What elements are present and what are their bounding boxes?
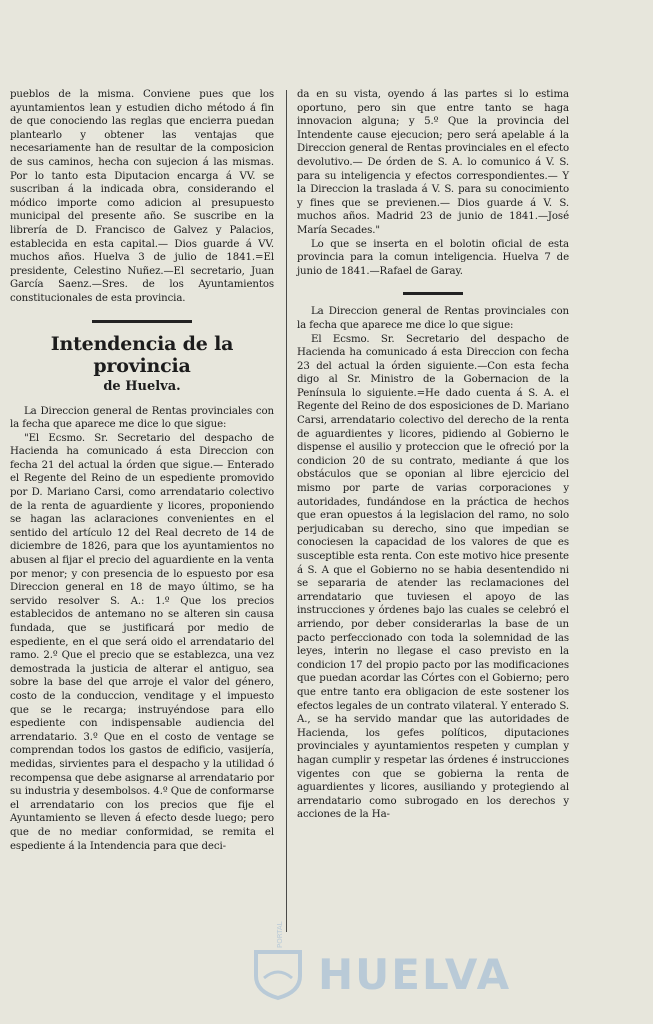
left-paragraph-3: "El Ecsmo. Sr. Secretario del despacho de Hacienda ha comunicado á esta Direccion con fecha 21 del actual la órden que sigue.— Enterado el Regente del Reino de un espediente promovido por D. Mariano Carsi, como arrendatario colectivo de la renta de aguardiente y licores, proponiendo se hagan las aclaraciones convenientes en el sentido del artículo 12 del Real decreto de 14 de diciembre de 1826, para que los ayuntamientos no abusen al fijar el precio del aguardiente en la venta por menor; y con presencia de lo espuesto por esa Direccion general en 18 de mayo último, se ha servido resolver S. A.: 1.º Que los precios establecidos de antemano no se alteren sin causa fundada, que se justificará por medio de espediente, en el que será oido el arrendatario del ramo. 2.º Que el precio que se establezca, una vez demostrada la justicia de alterar el antiguo, sea sobre la base del que arroje el valor del género, costo de la conduccion, venditage y el impuesto que se le recarga; instruyéndose para ello espediente con indispensable audiencia del arrendatario. 3.º Que en el costo de ventage se comprendan todos los gastos de edificio, vasijería, medidas, sirvientes para el despacho y la utilidad ó recompensa que debe asignarse al arrendatario por su industria y desembolsos. 4.º Que de conformarse el arrendatario con los precios que fije el Ayuntamiento se lleven á efecto desde luego; pero que de no mediar conformidad, se remita el espediente á la Intendencia para que deci-: [10, 432, 274, 852]
watermark-side-text: PORTAL: [276, 921, 284, 948]
left-paragraph-2: La Direccion general de Rentas provinciales con la fecha que aparece me dice lo que sigue:: [10, 405, 274, 431]
right-paragraph-4: El Ecsmo. Sr. Secretario del despacho de Hacienda ha comunicado á esta Direccion con fecha 23 del actual la órden siguiente.—Con esta fecha digo al Sr. Ministro de la Gobernacion de la Península lo siguiente.=He dado cuenta á S. A. el Regente del Reino de dos esposiciones de D. Mariano Carsi, arrendatario colectivo del derecho de la renta de aguardientes y licores, pidiendo al Gobierno le dispense el ausilio y proteccion que le ofreció por la condicion 20 de su contrato, mediante á que los obstáculos que se oponian al libre ejercicio del mismo por parte de varias corporaciones y autoridades, fundándose en la práctica de hechos que eran opuestos á la legislacion del ramo, no solo perjudicaban su derecho, sino que impedian se conociesen la capacidad de los valores de que es susceptible esta renta. Con este motivo hice presente á S. A que el Gobierno no se habia desentendido ni se separaria de atender las reclamaciones del arrendatario que tuviesen el apoyo de las instrucciones y órdenes bajo las cuales se celebró el arriendo, por deber considerarlas la base de un pacto perfeccionado con toda la solemnidad de las leyes, interin no llegase el caso previsto en la condicion 17 del propio pacto por las modificaciones que puedan acordar las Córtes con el Gobierno; pero que entre tanto era obligacion de este sostener los efectos legales de un contrato vilateral. Y enterado S. A., se ha servido mandar que las autoridades de Hacienda, los gefes políticos, diputaciones provinciales y ayuntamientos respeten y cumplan y hagan cumplir y respetar las órdenes é instrucciones vigentes con que se gobierna la renta de aguardientes y licores, ausiliando y protegiendo al arrendatario como subrogado en los derechos y acciones de la Ha-: [297, 333, 569, 821]
watermark-logo-icon: [248, 942, 308, 1002]
watermark-brand: HUELVA: [318, 950, 512, 999]
section-divider: [92, 320, 192, 323]
left-column: [10, 88, 274, 853]
section-subtitle: de Huelva.: [103, 378, 181, 394]
section-title: Intendencia de la provincia: [50, 332, 234, 377]
article-divider: [403, 292, 463, 295]
right-paragraph-1: da en su vista, oyendo á las partes si lo estima oportuno, pero sin que entre tanto se haga innovacion alguna; y 5.º Que la provincia del Intendente cause ejecucion; pero será apelable á la Direccion general de Rentas provinciales en el efecto devolutivo.— De órden de S. A. lo comunico á V. S. para su inteligencia y efectos correspondientes.— Y la Direccion la traslada á V. S. para su conocimiento y fines que se previenen.— Dios guarde á V. S. muchos años. Madrid 23 de junio de 1841.—José María Secades.": [297, 89, 569, 236]
left-paragraph-1: pueblos de la misma. Conviene pues que los ayuntamientos lean y estudien dicho método á fin de que conociendo las reglas que encierra puedan plantearlo y obtener las ventajas que necesariamente han de resultar de la composicion de sus caminos, hecha con sujecion á las mismas. Por lo tanto esta Diputacion encarga á VV. se suscriban á la indicada obra, considerando el módico importe como adicion al presupuesto municipal del presente año. Se suscribe en la librería de D. Francisco de Galvez y Palacios, establecida en esta capital.— Dios guarde á VV. muchos años. Huelva 3 de julio de 1841.=El presidente, Celestino Nuñez.—El secretario, Juan García Saenz.—Sres. de los Ayuntamientos constitucionales de esta provincia.: [10, 89, 274, 304]
right-paragraph-2: Lo que se inserta en el bolotin oficial de esta provincia para la comun inteligencia. Huelva 7 de junio de 1841.—Rafael de Garay.: [297, 238, 569, 277]
right-column: [297, 88, 569, 822]
right-paragraph-3: La Direccion general de Rentas provinciales con la fecha que aparece me dice lo que sigue:: [297, 306, 569, 331]
column-divider: [286, 90, 287, 932]
